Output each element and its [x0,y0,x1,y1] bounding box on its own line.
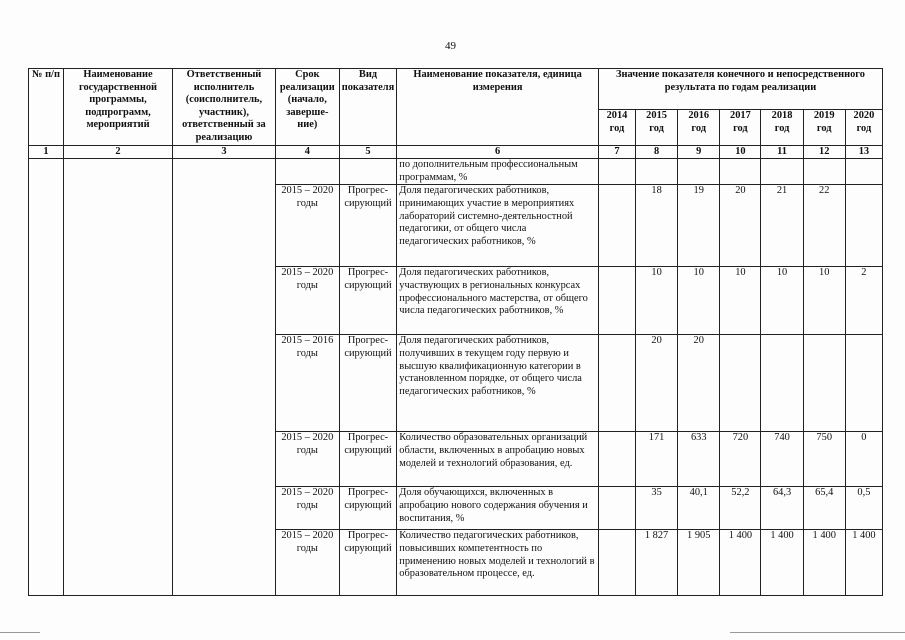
type-cell [339,159,397,185]
value-cell: 20 [635,335,677,432]
indicator-cell: по дополнительным профессиональным программам, % [397,159,599,185]
header-year: 2017 год [720,110,761,146]
value-cell: 19 [678,185,720,267]
value-cell [598,185,635,267]
value-cell: 35 [635,487,677,530]
value-cell: 0 [845,432,882,487]
header-responsible: Ответственный исполнитель (соисполнитель, участник), ответственный за реализацию [173,69,276,146]
value-cell: 2 [845,267,882,335]
value-cell [845,185,882,267]
header-year: 2019 год [803,110,845,146]
header-year: 2018 год [761,110,803,146]
value-cell [598,530,635,596]
value-cell [845,335,882,432]
column-number: 6 [397,145,599,159]
value-cell: 10 [720,267,761,335]
column-number: 7 [598,145,635,159]
type-cell: Прогрес-сирующий [339,267,397,335]
indicator-cell: Количество образовательных организаций области, включенных в апробацию новых моделей и технологий образования, ед. [397,432,599,487]
value-cell: 633 [678,432,720,487]
column-number: 11 [761,145,803,159]
header-type: Вид показателя [339,69,397,146]
header-program: Наименование государственной программы, подпрограмм, мероприятий [63,69,172,146]
footer-rule-right [730,632,905,633]
column-number: 12 [803,145,845,159]
column-number: 1 [29,145,64,159]
header-indicator: Наименование показателя, единица измерения [397,69,599,146]
header-year: 2015 год [635,110,677,146]
value-cell: 52,2 [720,487,761,530]
value-cell: 1 400 [720,530,761,596]
value-cell: 1 905 [678,530,720,596]
indicator-cell: Доля обучающихся, включенных в апробацию нового содержания обучения и воспитания, % [397,487,599,530]
value-cell: 10 [761,267,803,335]
responsible-cell [173,159,276,596]
program-cell [63,159,172,596]
value-cell [678,159,720,185]
term-cell: 2015 – 2020 годы [275,185,339,267]
value-cell [598,432,635,487]
term-cell: 2015 – 2020 годы [275,267,339,335]
term-cell: 2015 – 2020 годы [275,530,339,596]
header-no: № п/п [29,69,64,146]
term-cell: 2015 – 2020 годы [275,432,339,487]
value-cell: 171 [635,432,677,487]
indicator-cell: Доля педагогических работников, принимающих участие в мероприятиях лабораторий системно-деятельностной педагогики, от общего числа педагогических работников, % [397,185,599,267]
header-term: Срок реализации (начало, заверше-ние) [275,69,339,146]
value-cell: 65,4 [803,487,845,530]
value-cell: 720 [720,432,761,487]
value-cell [720,335,761,432]
type-cell: Прогрес-сирующий [339,185,397,267]
value-cell [761,159,803,185]
type-cell: Прогрес-сирующий [339,487,397,530]
value-cell: 22 [803,185,845,267]
type-cell: Прогрес-сирующий [339,335,397,432]
value-cell: 10 [678,267,720,335]
value-cell: 20 [720,185,761,267]
column-number: 2 [63,145,172,159]
value-cell [598,159,635,185]
value-cell: 750 [803,432,845,487]
header-year: 2020 год [845,110,882,146]
header-year: 2016 год [678,110,720,146]
column-number: 13 [845,145,882,159]
value-cell: 1 400 [845,530,882,596]
value-cell: 1 400 [761,530,803,596]
value-cell [803,335,845,432]
footer-rule-left [0,632,40,633]
indicator-cell: Количество педагогических работников, повысивших компетентность по применению новых моделей и технологий в образовательном процессе, ед. [397,530,599,596]
value-cell [803,159,845,185]
value-cell [635,159,677,185]
value-cell: 1 400 [803,530,845,596]
page-number: 49 [445,40,456,52]
value-cell: 21 [761,185,803,267]
table-body [29,159,883,596]
type-cell: Прогрес-сирующий [339,432,397,487]
value-cell: 10 [635,267,677,335]
column-number: 3 [173,145,276,159]
indicators-table [28,68,883,596]
column-number: 5 [339,145,397,159]
value-cell: 10 [803,267,845,335]
row-no-cell [29,159,64,596]
table-row [29,159,883,185]
column-number: 9 [678,145,720,159]
value-cell: 20 [678,335,720,432]
header-values-group: Значение показателя конечного и непосредственного результата по годам реализации [598,69,882,110]
term-cell: 2015 – 2016 годы [275,335,339,432]
value-cell: 0,5 [845,487,882,530]
indicator-cell: Доля педагогических работников, получивших в текущем году первую и высшую квалификационную категории в установленном порядке, от общего числа педагогических работников, % [397,335,599,432]
indicator-cell: Доля педагогических работников, участвующих в региональных конкурсах профессионального мастерства, от общего числа педагогических работников, % [397,267,599,335]
header-row-1 [29,69,883,110]
value-cell: 1 827 [635,530,677,596]
value-cell: 64,3 [761,487,803,530]
value-cell: 740 [761,432,803,487]
value-cell [598,487,635,530]
column-number: 8 [635,145,677,159]
type-cell: Прогрес-сирующий [339,530,397,596]
column-number: 10 [720,145,761,159]
term-cell [275,159,339,185]
value-cell [720,159,761,185]
value-cell [598,335,635,432]
column-number-row [29,145,883,159]
header-year: 2014 год [598,110,635,146]
column-number: 4 [275,145,339,159]
term-cell: 2015 – 2020 годы [275,487,339,530]
value-cell: 18 [635,185,677,267]
value-cell [845,159,882,185]
value-cell [761,335,803,432]
value-cell [598,267,635,335]
value-cell: 40,1 [678,487,720,530]
